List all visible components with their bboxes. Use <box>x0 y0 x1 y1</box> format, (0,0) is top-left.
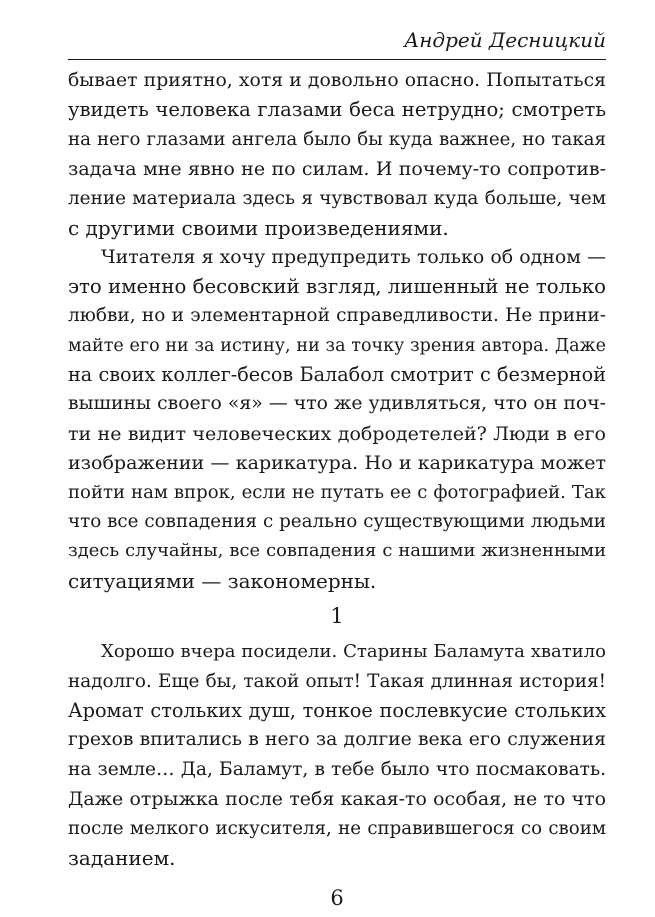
chapter-number: 1 <box>330 604 344 629</box>
text-line: после мелкого искусителя, не справившегося со своим <box>68 817 606 839</box>
text-line: на него глазами ангела было бы куда важнее, но такая <box>68 128 606 150</box>
text-line: Хорошо вчера посидели. Старины Баламута хватило <box>101 641 606 663</box>
text-line: надолго. Еще бы, такой опыт! Такая длинная история! <box>68 670 606 692</box>
text-line: что все совпадения с реально существующими людьми <box>68 511 606 532</box>
text-line: грехов впитались в него за долгие века его служения <box>68 729 606 751</box>
text-line: любви, но и элементарной справедливости. Не прини- <box>68 305 606 327</box>
text-line: заданием. <box>68 846 176 870</box>
text-line: это именно бесовский взгляд, лишенный не только <box>68 274 606 298</box>
text-line: задача мне явно не по силам. И почему-то сопротив- <box>68 158 606 181</box>
text-line: пойти нам впрок, если не путать ее с фотографией. Так <box>68 481 606 503</box>
text-line: ление материала здесь я чувствовал куда больше, чем <box>68 187 606 209</box>
text-line: Читателя я хочу предупредить только об одном — <box>101 246 606 269</box>
text-line: бывает приятно, хотя и довольно опасно. Попытаться <box>68 70 606 91</box>
text-line: изображении — карикатура. Но и карикатура может <box>68 452 606 475</box>
running-head: Андрей Десницкий <box>404 28 606 52</box>
text-line: с другими своими произведениями. <box>68 216 449 240</box>
text-line: здесь случайны, все совпадения с нашими жизненными <box>68 540 606 562</box>
text-line: ти не видит человеческих добродетелей? Люди в его <box>68 422 606 445</box>
text-line: на земле… Да, Баламут, в тебе было что посмаковать. <box>68 758 606 780</box>
text-line: Аромат стольких душ, тонкое послевкусие стольких <box>68 699 606 722</box>
text-line: Даже отрыжка после тебя какая-то особая, не то что <box>68 788 606 811</box>
text-line: увидеть человека глазами беса нетрудно; смотреть <box>68 98 606 122</box>
text-line: на своих коллег-бесов Балабол смотрит с безмерной <box>68 363 606 386</box>
page-number: 6 <box>330 886 344 910</box>
chapter-text <box>68 0 606 917</box>
text-line: майте его ни за истину, ни за точку зрения автора. Даже <box>68 335 606 356</box>
text-line: ситуациями — закономерны. <box>68 568 377 593</box>
text-line: вышины своего «я» — что же удивляться, что он поч- <box>68 393 606 415</box>
